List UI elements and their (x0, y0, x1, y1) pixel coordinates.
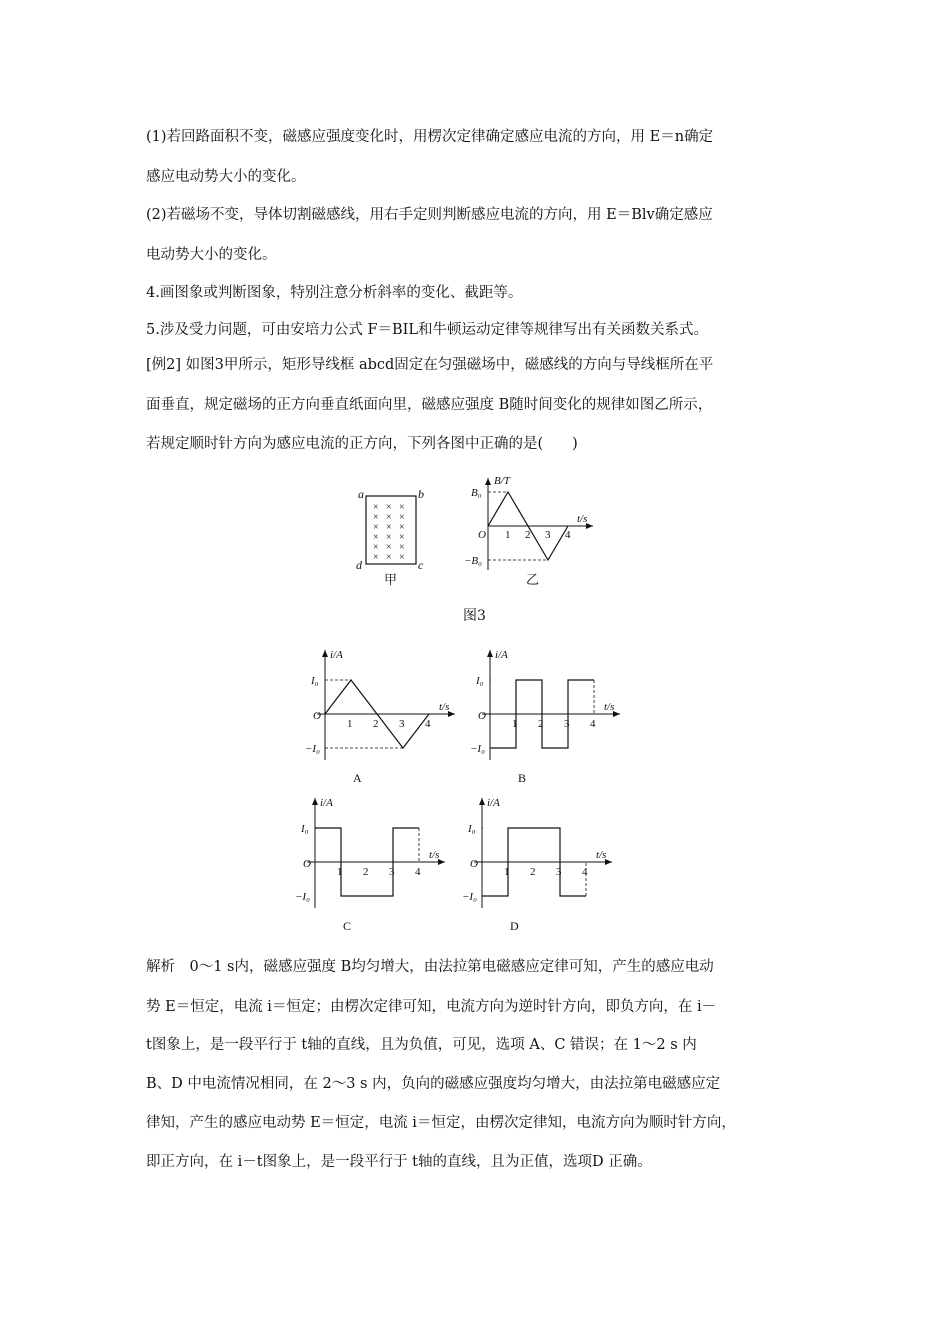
option-tick-3: 3 (556, 866, 562, 878)
option-tick-4: 4 (415, 866, 421, 878)
cross-symbol: × (373, 532, 379, 543)
option-tick-2: 2 (373, 718, 379, 730)
option-d-graph (462, 788, 632, 933)
option-tick-4: 4 (425, 718, 431, 730)
paragraph-6: 5.涉及受力问题，可由安培力公式 F＝BIL和牛顿运动定律等规律写出有关函数关系式。 (146, 322, 709, 338)
option-label: C (343, 919, 352, 933)
solution-line-6: 即正方向，在 i－t图象上，是一段平行于 t轴的直线，且为正值，选项D 正确。 (146, 1154, 652, 1170)
option-tick-4: 4 (590, 718, 596, 730)
option-tick-3: 3 (564, 718, 570, 730)
solution-line-5: 律知，产生的感应电动势 E＝恒定，电流 i＝恒定，由楞次定律知，电流方向为顺时针方向， (146, 1115, 736, 1131)
b-ylabel: B/T (494, 475, 510, 487)
cross-symbol: × (386, 552, 392, 563)
option-tick-2: 2 (363, 866, 369, 878)
y-axis-arrow (479, 798, 485, 805)
b-pos-tick: B₀ (471, 487, 482, 499)
option-pos-tick: I₀ (476, 675, 484, 687)
paragraph-5: 4.画图象或判断图象，特别注意分析斜率的变化、截距等。 (146, 285, 523, 301)
option-c-graph (295, 788, 465, 933)
b-neg-tick: −B₀ (464, 555, 482, 567)
corner-a: a (358, 487, 364, 501)
option-origin: O (478, 710, 486, 722)
option-b-graph (470, 640, 635, 785)
option-xlabel: t/s (439, 701, 450, 713)
option-tick-1: 1 (347, 718, 353, 730)
option-origin: O (303, 858, 311, 870)
option-neg-tick: −I₀ (470, 743, 485, 755)
option-pos-tick: I₀ (468, 823, 476, 835)
option-pos-tick: I₀ (311, 675, 319, 687)
option-xlabel: t/s (604, 701, 615, 713)
solution-line-3: t图象上，是一段平行于 t轴的直线，且为负值，可见，选项 A、C 错误；在 1～2 s 内 (146, 1037, 697, 1053)
cross-symbol: × (386, 522, 392, 533)
solution-line-1: 解析 0～1 s内，磁感应强度 B均匀增大，由法拉第电磁感应定律可知，产生的感应电动 (146, 959, 714, 975)
b-tick-1: 1 (505, 529, 511, 541)
frame-diagram (350, 480, 440, 590)
paragraph-8: 面垂直，规定磁场的正方向垂直纸面向里，磁感应强度 B随时间变化的规律如图乙所示， (146, 397, 713, 413)
cross-symbol: × (386, 512, 392, 523)
cross-symbol: × (373, 542, 379, 553)
cross-symbol: × (399, 522, 405, 533)
option-ylabel: i/A (495, 649, 508, 661)
option-label: B (518, 771, 527, 785)
paragraph-7: [例2] 如图3甲所示，矩形导线框 abcd固定在匀强磁场中，磁感线的方向与导线框所在平 (146, 357, 714, 373)
option-tick-1: 1 (512, 718, 518, 730)
cross-symbol: × (386, 542, 392, 553)
option-pos-tick: I₀ (301, 823, 309, 835)
cross-symbol: × (386, 532, 392, 543)
cross-symbol: × (386, 502, 392, 513)
option-label: D (510, 919, 519, 933)
option-neg-tick: −I₀ (305, 743, 320, 755)
paragraph-4: 电动势大小的变化。 (146, 247, 277, 263)
cross-symbol: × (373, 522, 379, 533)
solution-line-2: 势 E＝恒定，电流 i＝恒定；由楞次定律可知，电流方向为逆时针方向，即负方向，在 i－ (146, 999, 717, 1015)
option-ylabel: i/A (330, 649, 343, 661)
paragraph-1: (1)若回路面积不变，磁感应强度变化时，用楞次定律确定感应电流的方向，用 E＝n确定 (146, 129, 714, 145)
option-origin: O (470, 858, 478, 870)
option-ylabel: i/A (487, 797, 500, 809)
corner-c: c (418, 558, 424, 572)
cross-symbol: × (399, 532, 405, 543)
b-tick-3: 3 (545, 529, 551, 541)
cross-symbol: × (399, 512, 405, 523)
option-neg-tick: −I₀ (295, 891, 310, 903)
b-y-arrow (485, 478, 491, 485)
y-axis-arrow (312, 798, 318, 805)
magnetic-field-crosses (373, 502, 405, 563)
solution-line-4: B、D 中电流情况相同，在 2～3 s 内，负向的磁感应强度均匀增大，由法拉第电磁感应定 (146, 1076, 721, 1092)
cross-symbol: × (373, 552, 379, 563)
option-tick-2: 2 (530, 866, 536, 878)
figure3-caption: 图3 (463, 608, 486, 624)
option-ylabel: i/A (320, 797, 333, 809)
option-origin: O (313, 710, 321, 722)
b-tick-2: 2 (525, 529, 531, 541)
frame-label: 甲 (384, 572, 398, 587)
b-xlabel: t/s (577, 513, 588, 525)
b-origin: O (478, 529, 486, 541)
paragraph-2: 感应电动势大小的变化。 (146, 169, 306, 185)
b-tick-4: 4 (565, 529, 571, 541)
paragraph-3: (2)若磁场不变，导体切割磁感线，用右手定则判断感应电流的方向，用 E＝Blv确定感应 (146, 207, 713, 223)
option-xlabel: t/s (429, 849, 440, 861)
option-xlabel: t/s (596, 849, 607, 861)
y-axis-arrow (487, 650, 493, 657)
option-tick-1: 1 (337, 866, 343, 878)
option-tick-4: 4 (582, 866, 588, 878)
y-axis-arrow (322, 650, 328, 657)
option-neg-tick: −I₀ (462, 891, 477, 903)
cross-symbol: × (399, 552, 405, 563)
paragraph-9: 若规定顺时针方向为感应电流的正方向，下列各图中正确的是( ) (146, 436, 578, 452)
b-t-graph (458, 472, 598, 592)
corner-d: d (356, 558, 362, 572)
cross-symbol: × (399, 542, 405, 553)
option-tick-3: 3 (389, 866, 395, 878)
option-tick-3: 3 (399, 718, 405, 730)
cross-symbol: × (373, 512, 379, 523)
option-label: A (353, 771, 362, 785)
cross-symbol: × (399, 502, 405, 513)
b-graph-label: 乙 (526, 572, 540, 587)
option-a-graph (305, 640, 470, 785)
corner-b: b (418, 487, 424, 501)
cross-symbol: × (373, 502, 379, 513)
option-tick-2: 2 (538, 718, 544, 730)
option-tick-1: 1 (504, 866, 510, 878)
